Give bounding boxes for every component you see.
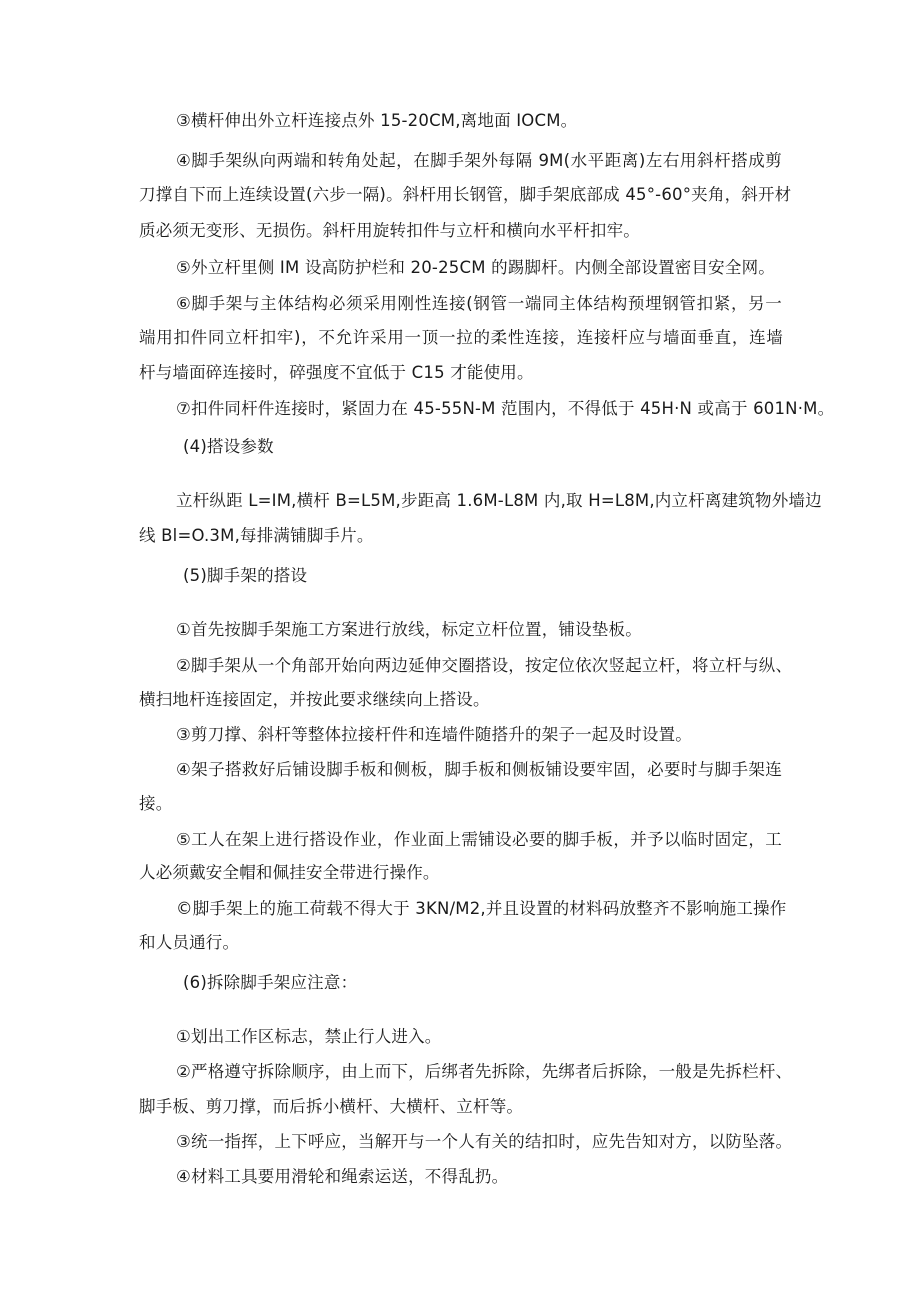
text-line: ③剪刀撑、斜杆等整体拉接杆件和连墙件随搭升的架子一起及时设置。 <box>176 725 692 744</box>
text-line: ⑤外立杆里侧 IM 设高防护栏和 20-25CM 的踢脚杆。内侧全部设置密目安全网。 <box>176 258 775 277</box>
text-line: 质必须无变形、无损伤。斜杆用旋转扣件与立杆和横向水平杆扣牢。 <box>139 221 640 240</box>
text-line: ④架子搭救好后铺设脚手板和侧板，脚手板和侧板铺设要牢固，必要时与脚手架连 <box>176 760 782 779</box>
text-line: ①划出工作区标志，禁止行人进入。 <box>176 1027 442 1046</box>
text-line: ⑤工人在架上进行搭设作业，作业面上需铺设必要的脚手板，并予以临时固定，工 <box>176 830 782 849</box>
text-line: 立杆纵距 L=IM,横杆 B=L5M,步距高 1.6M-L8M 内,取 H=L8M,内立杆离建筑物外墙边 <box>176 491 822 510</box>
text-line: 脚手板、剪刀撑，而后拆小横杆、大横杆、立杆等。 <box>139 1097 524 1116</box>
text-line: 刀撑自下而上连续设置(六步一隔)。斜杆用长钢管，脚手架底部成 45°-60°夹角，斜开材 <box>139 185 792 204</box>
text-line: ②脚手架从一个角部开始向两边延伸交圈搭设，按定位依次竖起立杆，将立杆与纵、 <box>176 656 793 675</box>
text-line: 线 Bl=O.3M,每排满铺脚手片。 <box>139 526 374 545</box>
text-line: ③横杆伸出外立杆连接点外 15-20CM,离地面 IOCM。 <box>176 111 578 130</box>
text-line: ③统一指挥，上下呼应，当解开与一个人有关的结扣时，应先告知对方，以防坠落。 <box>176 1132 793 1151</box>
text-line: ©脚手架上的施工荷载不得大于 3KN/M2,并且设置的材料码放整齐不影响施工操作 <box>176 899 787 918</box>
text-line: 横扫地杆连接固定，并按此要求继续向上搭设。 <box>139 690 490 709</box>
section-heading: (5)脚手架的搭设 <box>183 566 308 585</box>
text-line: 接。 <box>139 794 173 813</box>
section-heading: (4)搭设参数 <box>183 437 274 456</box>
text-line: ②严格遵守拆除顺序，由上而下，后绑者先拆除，先绑者后拆除，一般是先拆栏杆、 <box>176 1062 793 1081</box>
text-line: ⑦扣件同杆件连接时，紧固力在 45-55N-M 范围内，不得低于 45H·N 或高于 601N·M。 <box>176 399 835 418</box>
text-line: ④材料工具要用滑轮和绳索运送，不得乱扔。 <box>176 1167 509 1186</box>
text-line: ④脚手架纵向两端和转角处起，在脚手架外每隔 9M(水平距离)左右用斜杆搭成剪 <box>176 151 782 170</box>
text-line: 和人员通行。 <box>139 933 240 952</box>
text-line: 端用扣件同立杆扣牢)，不允许采用一顶一拉的柔性连接，连接杆应与墙面垂直，连墙 <box>139 328 783 347</box>
text-line: ⑥脚手架与主体结构必须采用刚性连接(钢管一端同主体结构预埋钢管扣紧，另一 <box>176 294 782 313</box>
text-line: 杆与墙面碎连接时，碎强度不宜低于 C15 才能使用。 <box>139 363 534 382</box>
text-line: 人必须戴安全帽和佩挂安全带进行操作。 <box>139 863 440 882</box>
section-heading: (6)拆除脚手架应注意： <box>183 973 358 992</box>
text-line: ①首先按脚手架施工方案进行放线，标定立杆位置，铺设垫板。 <box>176 620 642 639</box>
